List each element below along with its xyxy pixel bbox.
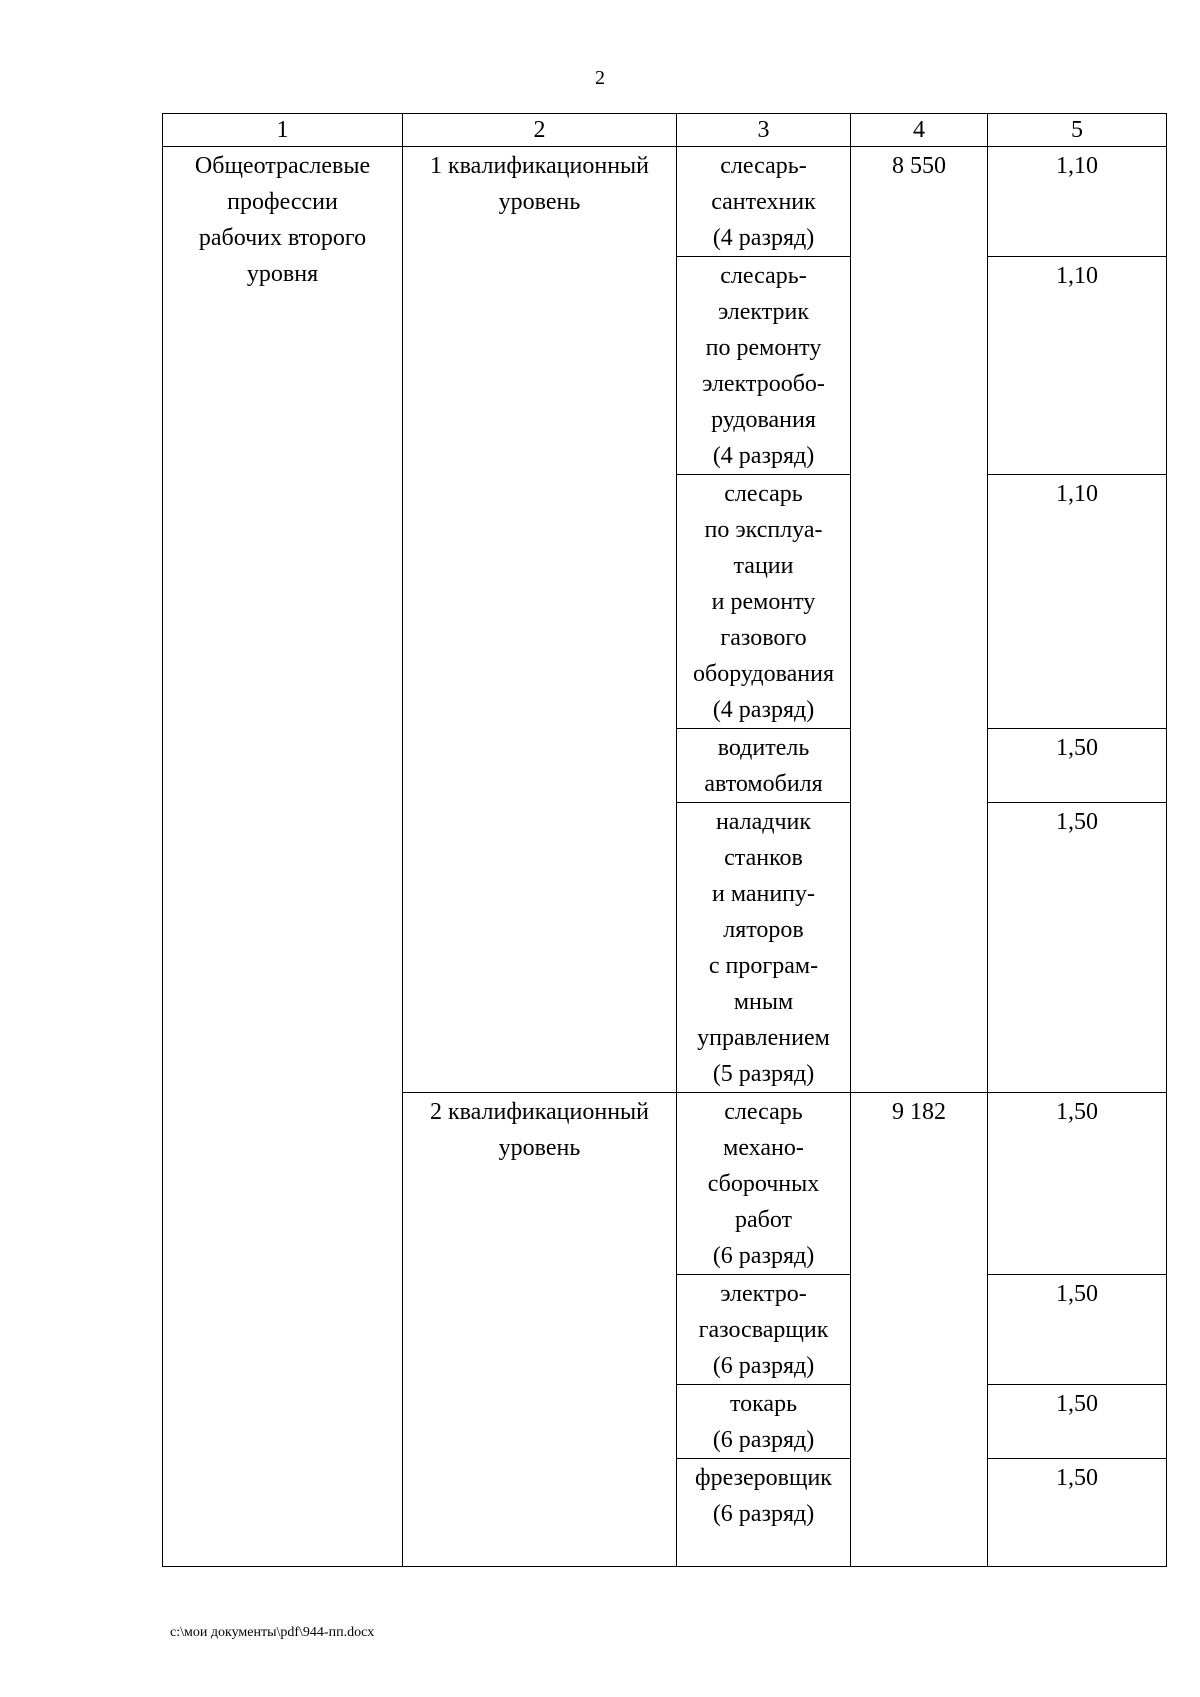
coefficient-value: 1,10 <box>1056 263 1098 289</box>
profession-cell <box>677 1459 851 1567</box>
profession-line: электрообо- <box>702 371 825 397</box>
column-header: 3 <box>677 114 851 147</box>
profession-line: сборочных <box>707 1171 820 1197</box>
profession-line: фрезеровщик <box>695 1465 832 1491</box>
qualification-level-label: 1 квалификационный уровень <box>429 153 650 215</box>
profession-line: по эксплуа- <box>704 517 823 543</box>
salary-cell <box>851 147 988 1093</box>
coefficient-cell <box>988 475 1167 729</box>
profession-line: слесарь- <box>720 263 807 289</box>
profession-line: газового <box>720 625 807 651</box>
profession-line: сантехник <box>711 189 816 215</box>
salary-cell <box>851 1093 988 1567</box>
profession-line: электрик <box>717 299 810 325</box>
profession-line: работ <box>734 1207 793 1233</box>
profession-cell <box>677 803 851 1093</box>
column-header: 4 <box>851 114 988 147</box>
profession-line: (4 разряд) <box>712 225 815 251</box>
profession-group-line: профессии <box>227 189 338 215</box>
profession-cell <box>677 1385 851 1459</box>
coefficient-value: 1,50 <box>1056 1391 1098 1417</box>
page-number: 2 <box>595 67 605 89</box>
profession-line: (6 разряд) <box>712 1243 815 1269</box>
qualification-level-cell <box>403 1093 677 1567</box>
profession-line: (5 разряд) <box>712 1061 815 1087</box>
profession-line: оборудования <box>693 661 834 687</box>
profession-group-line: рабочих второго <box>198 225 367 251</box>
profession-line: электро- <box>720 1281 807 1307</box>
profession-line: (4 разряд) <box>712 443 815 469</box>
coefficient-cell <box>988 729 1167 803</box>
profession-group-cell <box>163 147 403 1567</box>
table-header-row <box>163 114 1167 147</box>
qualification-level-label: 2 квалификационный уровень <box>429 1099 650 1161</box>
profession-line: по ремонту <box>705 335 822 361</box>
coefficient-value: 1,50 <box>1056 809 1098 835</box>
profession-line: газосварщик <box>698 1317 829 1343</box>
profession-line: мным <box>733 989 794 1015</box>
profession-group-line: Общеотраслевые <box>194 153 371 179</box>
qualification-level-cell <box>403 147 677 1093</box>
profession-line: (6 разряд) <box>712 1427 815 1453</box>
profession-line: токарь <box>729 1391 798 1417</box>
coefficient-cell <box>988 1459 1167 1567</box>
profession-line: слесарь <box>724 481 803 507</box>
coefficient-value: 1,50 <box>1056 735 1098 761</box>
profession-line: наладчик <box>715 809 812 835</box>
profession-cell <box>677 475 851 729</box>
profession-line: механо- <box>723 1135 804 1161</box>
profession-cell <box>677 1275 851 1385</box>
coefficient-cell <box>988 257 1167 475</box>
coefficient-cell <box>988 803 1167 1093</box>
profession-line: (4 разряд) <box>712 697 815 723</box>
profession-line: и ремонту <box>711 589 816 615</box>
profession-line: станков <box>724 845 803 871</box>
coefficient-cell <box>988 1275 1167 1385</box>
profession-line: тации <box>733 553 794 579</box>
profession-line: (6 разряд) <box>712 1353 815 1379</box>
profession-line: рудования <box>711 407 816 433</box>
footer-file-path: c:\мои документы\pdf\944-пп.docx <box>170 1625 375 1640</box>
tariff-table <box>162 113 1167 1567</box>
profession-line: (6 разряд) <box>712 1501 815 1527</box>
profession-cell <box>677 147 851 257</box>
profession-cell <box>677 257 851 475</box>
coefficient-value: 1,50 <box>1056 1281 1098 1307</box>
coefficient-value: 1,10 <box>1056 153 1098 179</box>
profession-line: слесарь- <box>720 153 807 179</box>
profession-line: слесарь <box>724 1099 803 1125</box>
salary-value: 8 550 <box>892 153 946 179</box>
column-header: 5 <box>988 114 1167 147</box>
coefficient-cell <box>988 147 1167 257</box>
profession-group-line: уровня <box>246 261 319 287</box>
profession-line: водитель <box>717 735 810 761</box>
coefficient-value: 1,10 <box>1056 481 1098 507</box>
coefficient-value: 1,50 <box>1056 1465 1098 1491</box>
profession-line: автомобиля <box>704 771 823 797</box>
coefficient-cell <box>988 1385 1167 1459</box>
coefficient-cell <box>988 1093 1167 1275</box>
profession-line: с програм- <box>708 953 819 979</box>
salary-value: 9 182 <box>892 1099 946 1125</box>
profession-line: и манипу- <box>711 881 816 907</box>
table-row <box>163 147 1167 257</box>
column-header: 1 <box>163 114 403 147</box>
profession-line: управлением <box>697 1025 830 1051</box>
profession-line: ляторов <box>723 917 804 943</box>
profession-cell <box>677 1093 851 1275</box>
column-header: 2 <box>403 114 677 147</box>
profession-cell <box>677 729 851 803</box>
coefficient-value: 1,50 <box>1056 1099 1098 1125</box>
